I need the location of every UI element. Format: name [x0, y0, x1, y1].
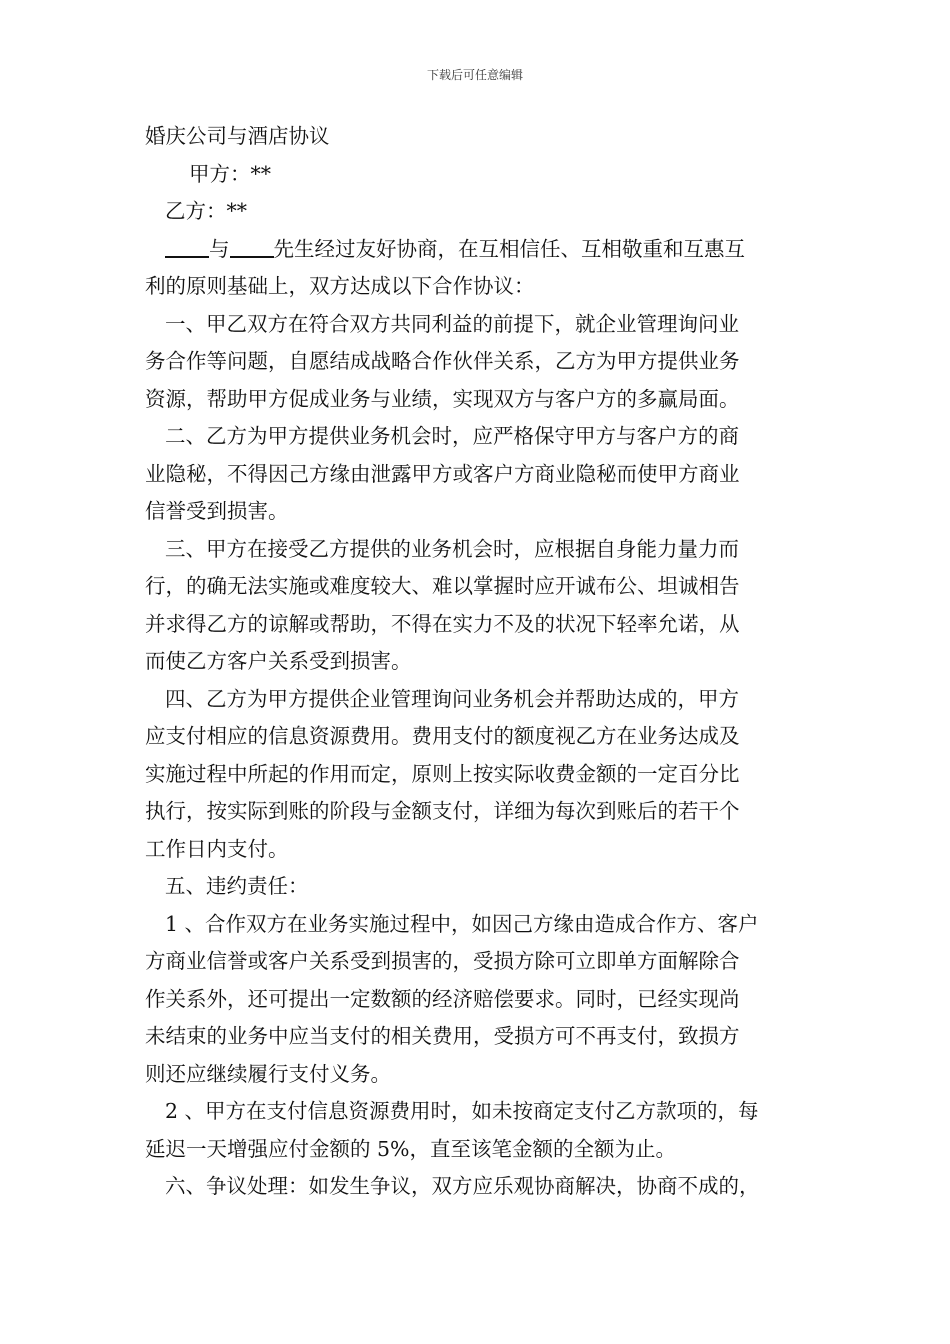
party-b: 乙方：**: [165, 199, 247, 223]
clause-2-line: 二、乙方为甲方提供业务机会时，应严格保守甲方与客户方的商: [165, 424, 739, 448]
document-body: [145, 118, 817, 1206]
clause-1-line: 资源，帮助甲方促成业务与业绩，实现双方与客户方的多赢局面。: [145, 386, 740, 411]
clause-4-line: 工作日内支付。: [145, 836, 289, 861]
blank-line-2: [230, 236, 274, 258]
intro-rest: 先生经过友好协商，在互相信任、互相敬重和互惠互: [273, 236, 745, 261]
clause-5-1-line: 1 、合作双方在业务实施过程中，如因己方缘由造成合作方、客户: [165, 911, 759, 936]
clause-2-line: 信誉受到损害。: [145, 499, 289, 523]
clause-4-line: 应支付相应的信息资源费用。费用支付的额度视乙方在业务达成及: [145, 724, 740, 748]
document-title: 婚庆公司与酒店协议: [145, 124, 330, 148]
clause-4-line: 四、乙方为甲方提供企业管理询问业务机会并帮助达成的，甲方: [165, 686, 739, 711]
clause-2-line: 业隐秘，不得因己方缘由泄露甲方或客户方商业隐秘而使甲方商业: [145, 461, 740, 486]
party-a: 甲方：**: [189, 161, 271, 186]
intro-line-2: 利的原则基础上，双方达成以下合作协议：: [145, 274, 535, 298]
clause-5-1-line: 作关系外，还可提出一定数额的经济赔偿要求。同时，已经实现尚: [145, 986, 740, 1011]
intro-sep: 与: [209, 236, 230, 261]
clause-5-1-line: 则还应继续履行支付义务。: [145, 1061, 391, 1086]
clause-5-1-line: 方商业信誉或客户关系受到损害的，受损方除可立即单方面解除合: [145, 949, 740, 973]
clause-3-line: 而使乙方客户关系受到损害。: [145, 649, 412, 673]
clause-1-line: 务合作等问题，自愿结成战略合作伙伴关系，乙方为甲方提供业务: [145, 349, 740, 373]
clause-3-line: 并求得乙方的谅解或帮助，不得在实力不及的状况下轻率允诺，从: [145, 611, 740, 636]
clause-4-line: 执行，按实际到账的阶段与金额支付，详细为每次到账后的若干个: [145, 799, 740, 823]
blank-line-1: [165, 236, 209, 258]
clause-6-line: 六、争议处理：如发生争议，双方应乐观协商解决，协商不成的，: [165, 1174, 760, 1198]
clause-3-line: 三、甲方在接受乙方提供的业务机会时，应根据自身能力量力而: [165, 536, 739, 561]
clause-5-2-line: 延迟一天增强应付金额的 5%，直至该笔金额的全额为止。: [145, 1136, 677, 1161]
header-note: 下载后可任意编辑: [426, 68, 523, 82]
clause-5-1-line: 未结束的业务中应当支付的相关费用，受损方可不再支付，致损方: [145, 1024, 740, 1048]
clause-5-title: 五、违约责任：: [165, 874, 309, 898]
clause-3-line: 行，的确无法实施或难度较大、难以掌握时应开诚布公、坦诚相告: [145, 574, 740, 598]
intro-line-1: [145, 231, 817, 269]
clause-1-line: 一、甲乙双方在符合双方共同利益的前提下，就企业管理询问业: [165, 311, 739, 336]
clause-4-line: 实施过程中所起的作用而定，原则上按实际收费金额的一定百分比: [145, 761, 740, 786]
clause-5-2-line: 2 、甲方在支付信息资源费用时，如未按商定支付乙方款项的，每: [165, 1099, 759, 1123]
